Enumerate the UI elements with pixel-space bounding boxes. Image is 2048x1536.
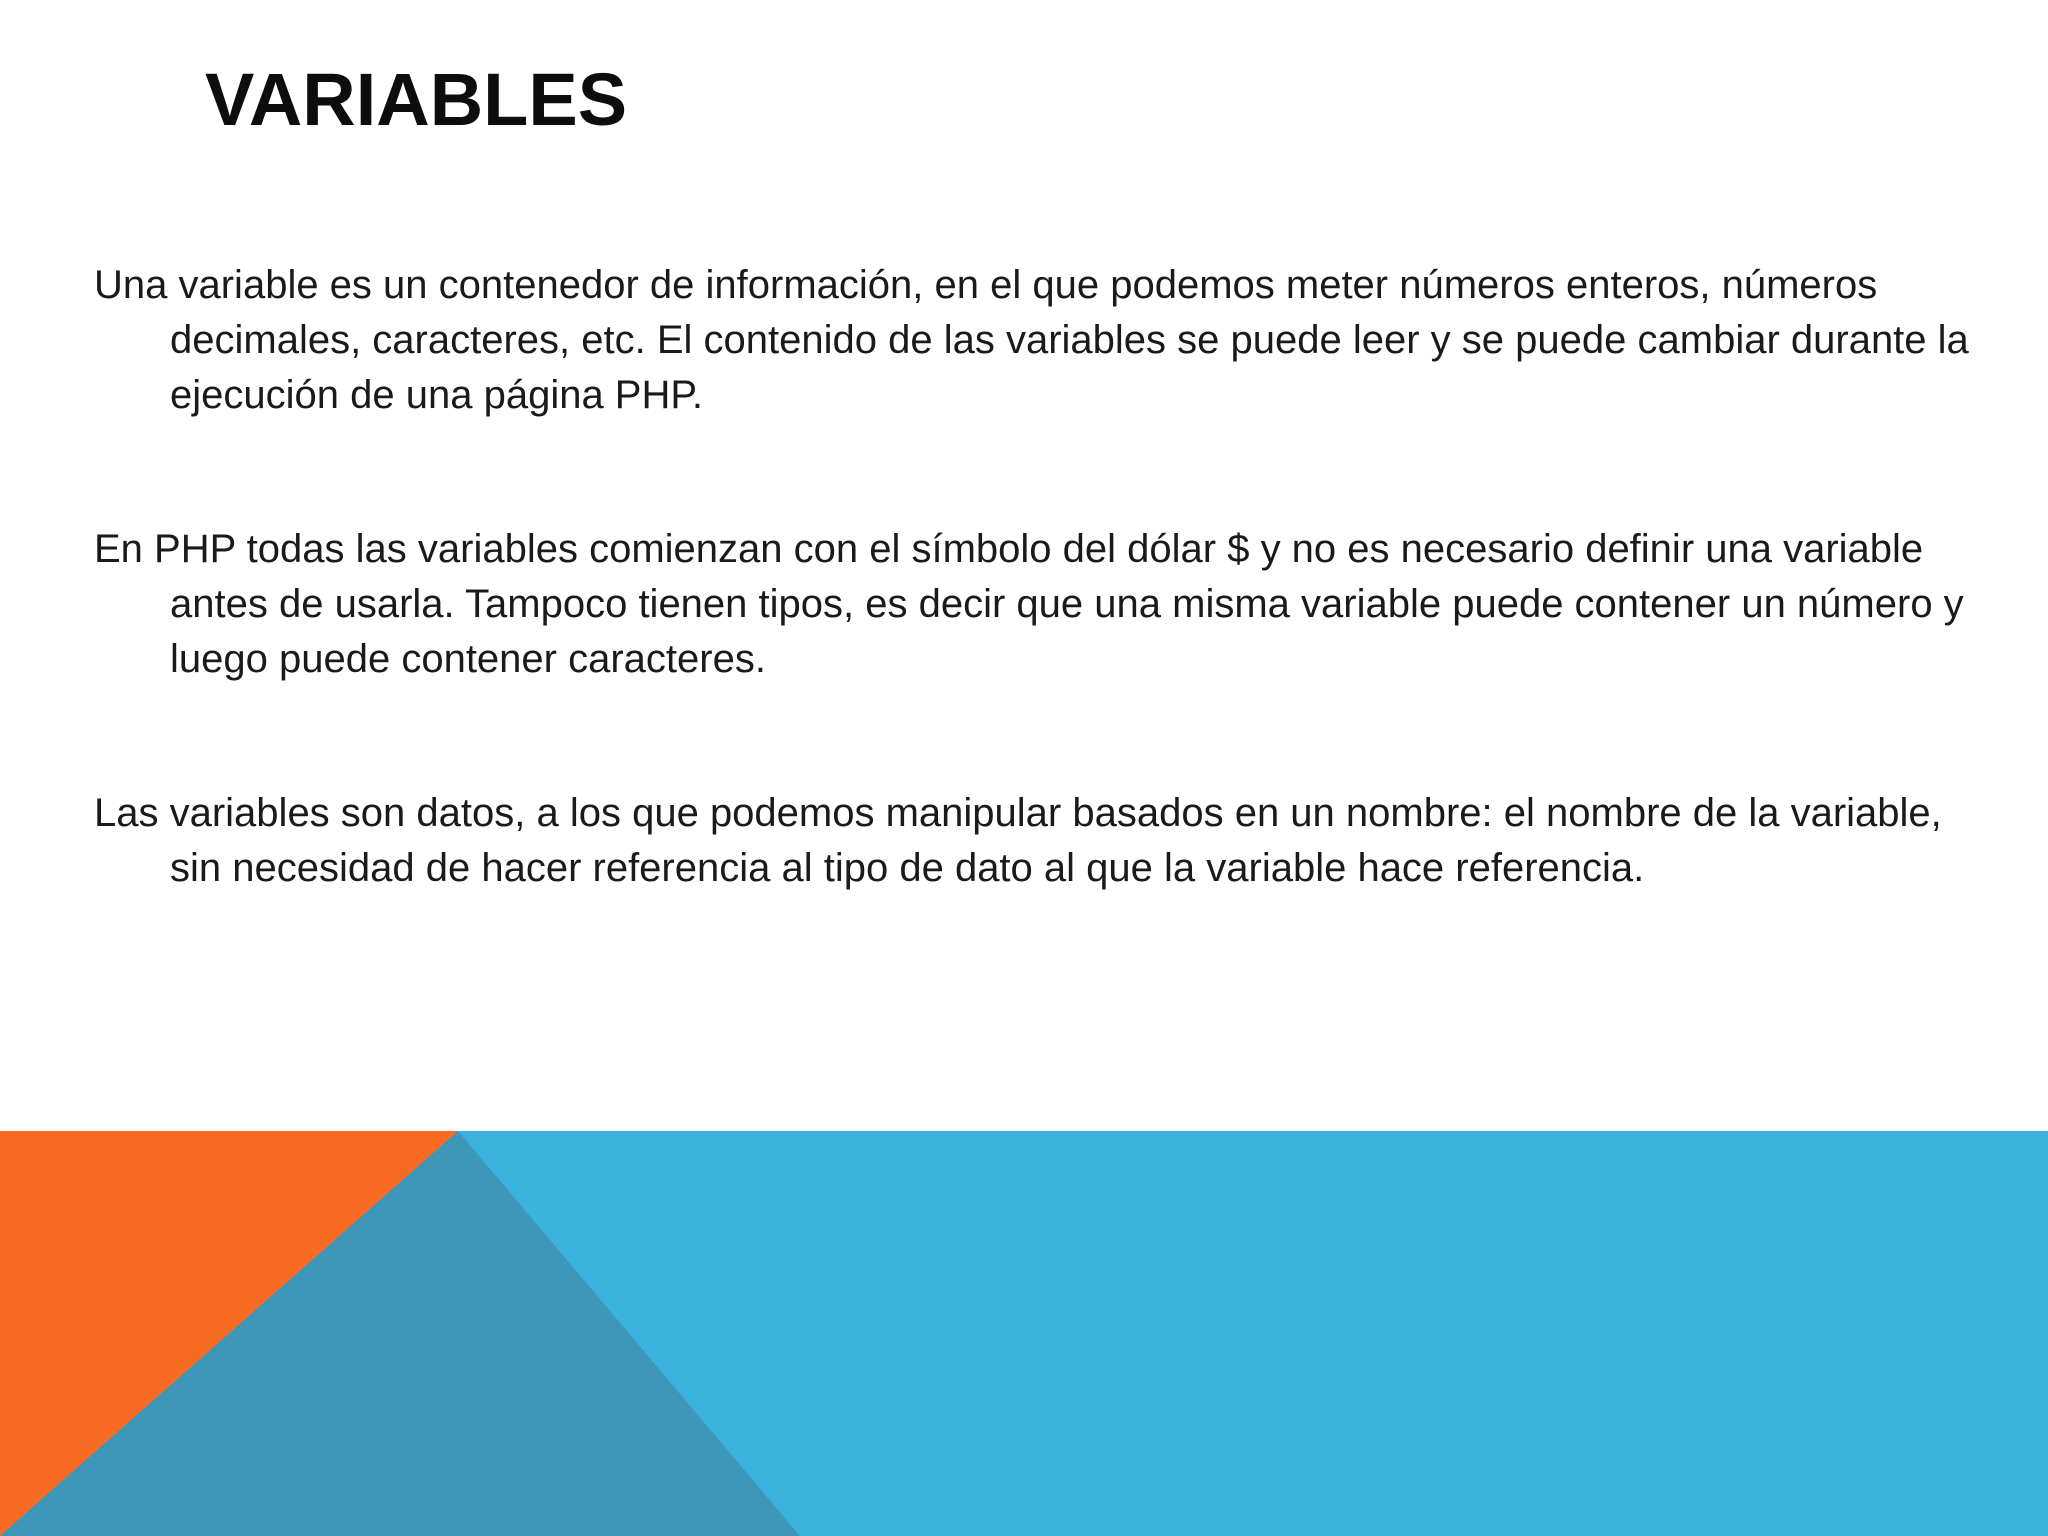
- paragraph-1: Una variable es un contenedor de información, en el que podemos meter números enteros, números decimales, caracteres, etc. El contenido de las variables se puede leer y se puede cambiar durante la ejecución de una página PHP.: [94, 263, 1969, 417]
- paragraph-3: Las variables son datos, a los que podemos manipular basados en un nombre: el nombre de la variable, sin necesidad de hacer referencia al tipo de dato al que la variable hace referencia.: [94, 791, 1942, 890]
- slide-title: VARIABLES: [205, 58, 628, 141]
- decorative-footer-band: [0, 1131, 2048, 1536]
- paragraph-2: En PHP todas las variables comienzan con el símbolo del dólar $ y no es necesario definir una variable antes de usarla. Tampoco tienen tipos, es decir que una misma variable puede contener un número y luego puede contener caracteres.: [94, 527, 1964, 681]
- slide-body: [94, 258, 1994, 995]
